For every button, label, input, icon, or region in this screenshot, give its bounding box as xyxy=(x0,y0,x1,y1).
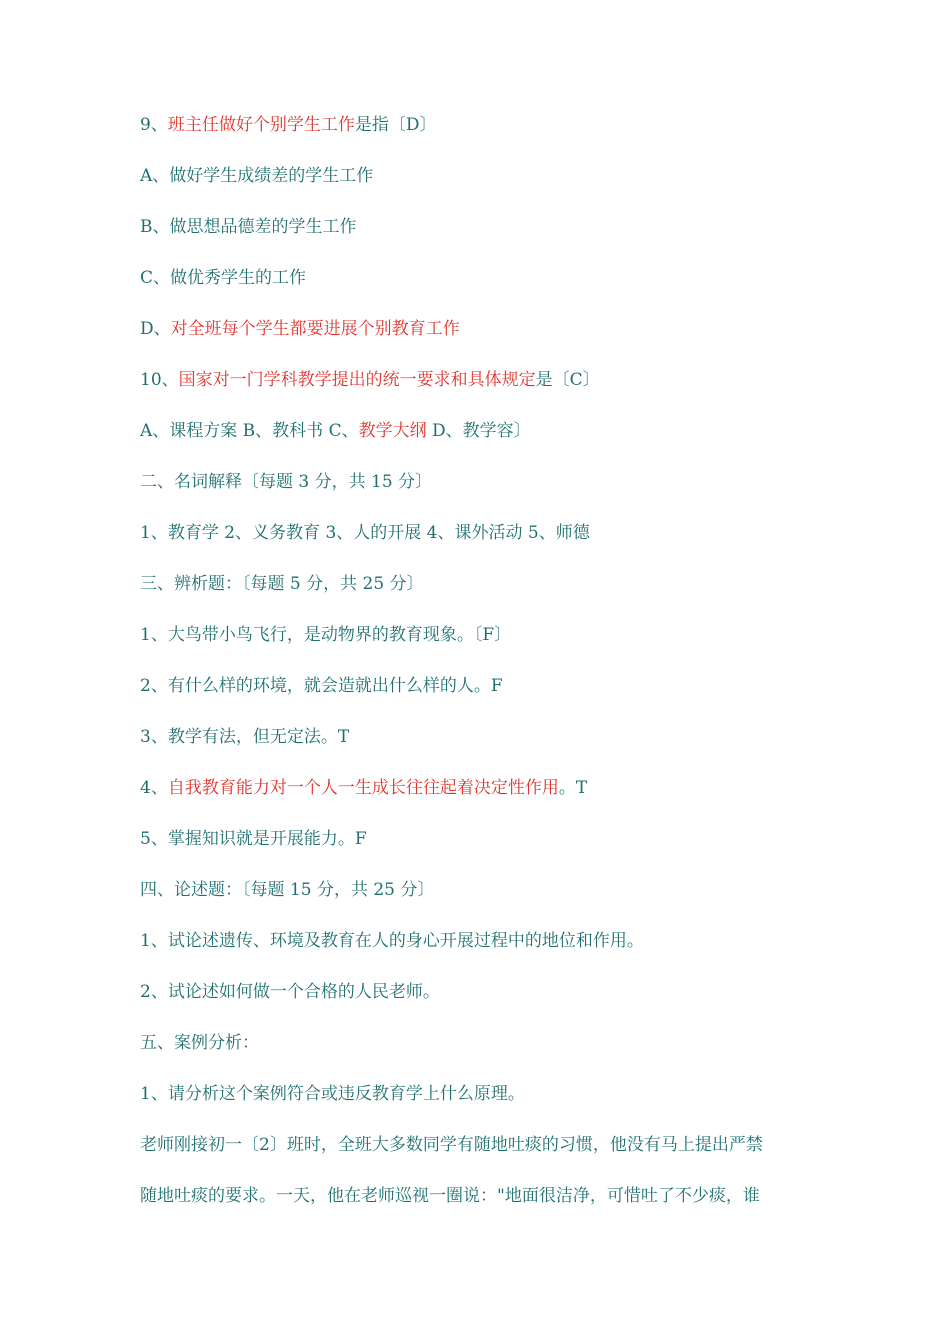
text-segment: 五、案例分析： xyxy=(140,1033,259,1053)
highlighted-text: 对全班每个学生都要进展个别教育工作 xyxy=(170,319,460,339)
text-line xyxy=(140,1079,820,1130)
text-line xyxy=(140,263,820,314)
text-line xyxy=(140,467,820,518)
text-segment: 1、教育学 2、义务教育 3、人的开展 4、课外活动 5、师德 xyxy=(140,523,590,543)
text-segment: 是〔C〕 xyxy=(535,370,600,390)
text-segment: 1、请分析这个案例符合或违反教育学上什么原理。 xyxy=(140,1084,525,1104)
text-line xyxy=(140,212,820,263)
text-line xyxy=(140,671,820,722)
text-segment: 1、试论述遗传、环境及教育在人的身心开展过程中的地位和作用。 xyxy=(140,931,644,951)
text-line xyxy=(140,1028,820,1079)
text-segment: 2、试论述如何做一个合格的人民老师。 xyxy=(140,982,440,1002)
text-segment: 9、 xyxy=(140,115,168,135)
text-segment: 5、掌握知识就是开展能力。F xyxy=(140,829,367,849)
text-line xyxy=(140,722,820,773)
highlighted-text: 自我教育能力对一个人一生成长往往起着决定性作用 xyxy=(167,778,559,798)
text-segment: 是指〔D〕 xyxy=(354,115,437,135)
text-line xyxy=(140,875,820,926)
text-line xyxy=(140,365,820,416)
text-line xyxy=(140,1130,820,1181)
text-line xyxy=(140,977,820,1028)
text-line xyxy=(140,620,820,671)
text-segment: D、教学容〕 xyxy=(426,421,531,441)
text-segment: 二、名词解释〔每题 3 分，共 15 分〕 xyxy=(140,472,433,492)
text-segment: 。T xyxy=(558,778,588,798)
text-segment: A、课程方案 B、教科书 C、 xyxy=(140,421,359,441)
text-line xyxy=(140,1181,820,1232)
highlighted-text: 国家对一门学科教学提出的统一要求和具体规定 xyxy=(178,370,536,390)
text-segment: 随地吐痰的要求。一天，他在老师巡视一圈说："地面很洁净，可惜吐了不少痰，谁 xyxy=(140,1186,760,1206)
text-line xyxy=(140,773,820,824)
text-line xyxy=(140,569,820,620)
text-segment: D、 xyxy=(140,319,171,339)
text-segment: 2、有什么样的环境，就会造就出什么样的人。F xyxy=(140,676,503,696)
text-line xyxy=(140,110,820,161)
text-line xyxy=(140,416,820,467)
text-segment: C、做优秀学生的工作 xyxy=(140,268,307,288)
text-line xyxy=(140,314,820,365)
document-page xyxy=(140,110,820,1232)
text-segment: B、做思想品德差的学生工作 xyxy=(140,217,357,237)
text-line xyxy=(140,926,820,977)
text-line xyxy=(140,161,820,212)
text-segment: 三、辨析题：〔每题 5 分，共 25 分〕 xyxy=(140,574,424,594)
text-segment: A、做好学生成绩差的学生工作 xyxy=(140,166,374,186)
text-segment: 10、 xyxy=(140,370,179,390)
text-segment: 4、 xyxy=(140,778,168,798)
text-segment: 四、论述题：〔每题 15 分，共 25 分〕 xyxy=(140,880,435,900)
text-segment: 老师刚接初一〔2〕班时，全班大多数同学有随地吐痰的习惯，他没有马上提出严禁 xyxy=(140,1135,763,1155)
highlighted-text: 教学大纲 xyxy=(358,421,427,441)
text-segment: 1、大鸟带小鸟飞行，是动物界的教育现象。〔F〕 xyxy=(140,625,512,645)
text-line xyxy=(140,518,820,569)
highlighted-text: 班主任做好个别学生工作 xyxy=(167,115,355,135)
text-line xyxy=(140,824,820,875)
text-segment: 3、教学有法，但无定法。T xyxy=(140,727,350,747)
